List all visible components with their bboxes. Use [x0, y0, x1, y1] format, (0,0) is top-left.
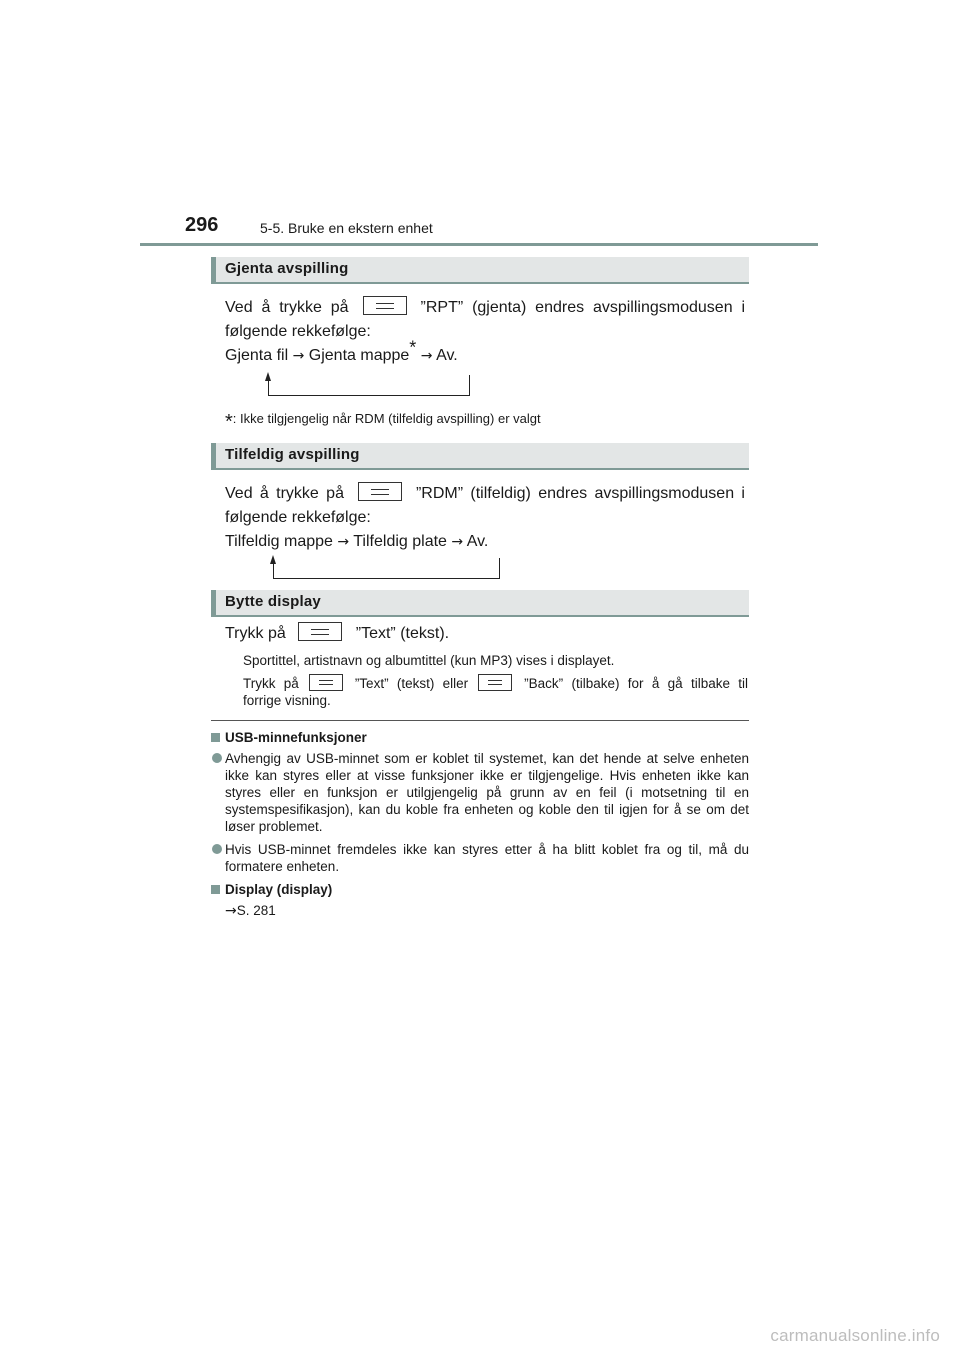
section-heading-repeat — [211, 257, 749, 284]
note-bullet: Avhengig av USB-minnet som er koblet til systemet, kan det hende at selve enheten ikke kan styres eller at visse funksjoner ikke er tilgjengelige. Hvis enheten ikke kan styres eller en funksjon er utilgjengelig på grunn av en feil (i motsetning til en systemspesifikasjon), kan du koble fra enheten og koble den til igjen for å se om det løser problemet. — [211, 750, 749, 835]
preset-button-icon — [358, 482, 402, 501]
preset-button-icon — [309, 674, 343, 691]
section-heading-random — [211, 443, 749, 470]
right-arrow-icon: → — [292, 348, 305, 364]
display-instruction: Trykk på ”Text” (tekst). — [225, 622, 745, 646]
loop-back-arrow-icon — [268, 375, 470, 396]
chapter-title: 5-5. Bruke en ekstern enhet — [260, 220, 433, 236]
repeat-line1: Ved å trykke på ”RPT” (gjenta) endres avspillingsmodusen i — [225, 296, 745, 320]
note-bullet: Hvis USB-minnet fremdeles ikke kan styres etter å ha blitt koblet fra og til, må du formatere enheten. — [211, 841, 749, 875]
note-title-display: Display (display) — [211, 881, 749, 898]
section-heading-repeat-label: Gjenta avspilling — [225, 260, 349, 277]
repeat-description — [225, 296, 745, 368]
page-reference-link[interactable]: S. 281 — [236, 903, 276, 918]
footnote-star: * — [409, 337, 417, 358]
display-info-1: Sportittel, artistnavn og albumtittel (kun MP3) vises i displayet. — [243, 653, 615, 668]
right-arrow-icon: → — [420, 348, 433, 364]
preset-button-icon — [478, 674, 512, 691]
page-number: 296 — [185, 214, 219, 236]
section-heading-display-label: Bytte display — [225, 593, 321, 610]
notes-divider — [211, 720, 749, 721]
right-arrow-icon: → — [225, 903, 237, 919]
random-line2: følgende rekkefølge: — [225, 509, 371, 526]
section-heading-random-label: Tilfeldig avspilling — [225, 446, 360, 463]
right-arrow-icon: → — [337, 534, 350, 550]
repeat-footnote: *: Ikke tilgjengelig når RDM (tilfeldig avspilling) er valgt — [225, 411, 541, 433]
header-rule — [140, 243, 818, 246]
right-arrow-icon: → — [451, 534, 464, 550]
display-info-2: Trykk på ”Text” (tekst) eller ”Back” (tilbake) for å gå tilbake til forrige visning. — [243, 676, 749, 708]
random-line1: Ved å trykke på ”RDM” (tilfeldig) endres avspillingsmodusen i — [225, 482, 745, 506]
watermark: carmanualsonline.info — [770, 1326, 940, 1345]
notes-section — [211, 729, 749, 920]
preset-button-icon — [363, 296, 407, 315]
note-title-usb: USB-minnefunksjoner — [211, 729, 749, 746]
repeat-line2: følgende rekkefølge: — [225, 323, 371, 340]
random-description — [225, 482, 745, 554]
repeat-sequence: Gjenta fil → Gjenta mappe* → Av. — [225, 337, 458, 364]
section-heading-display — [211, 590, 749, 617]
random-sequence: Tilfeldig mappe → Tilfeldig plate → Av. — [225, 533, 489, 550]
loop-back-arrow-icon — [273, 558, 500, 579]
page-reference — [211, 902, 749, 920]
preset-button-icon — [298, 622, 342, 641]
